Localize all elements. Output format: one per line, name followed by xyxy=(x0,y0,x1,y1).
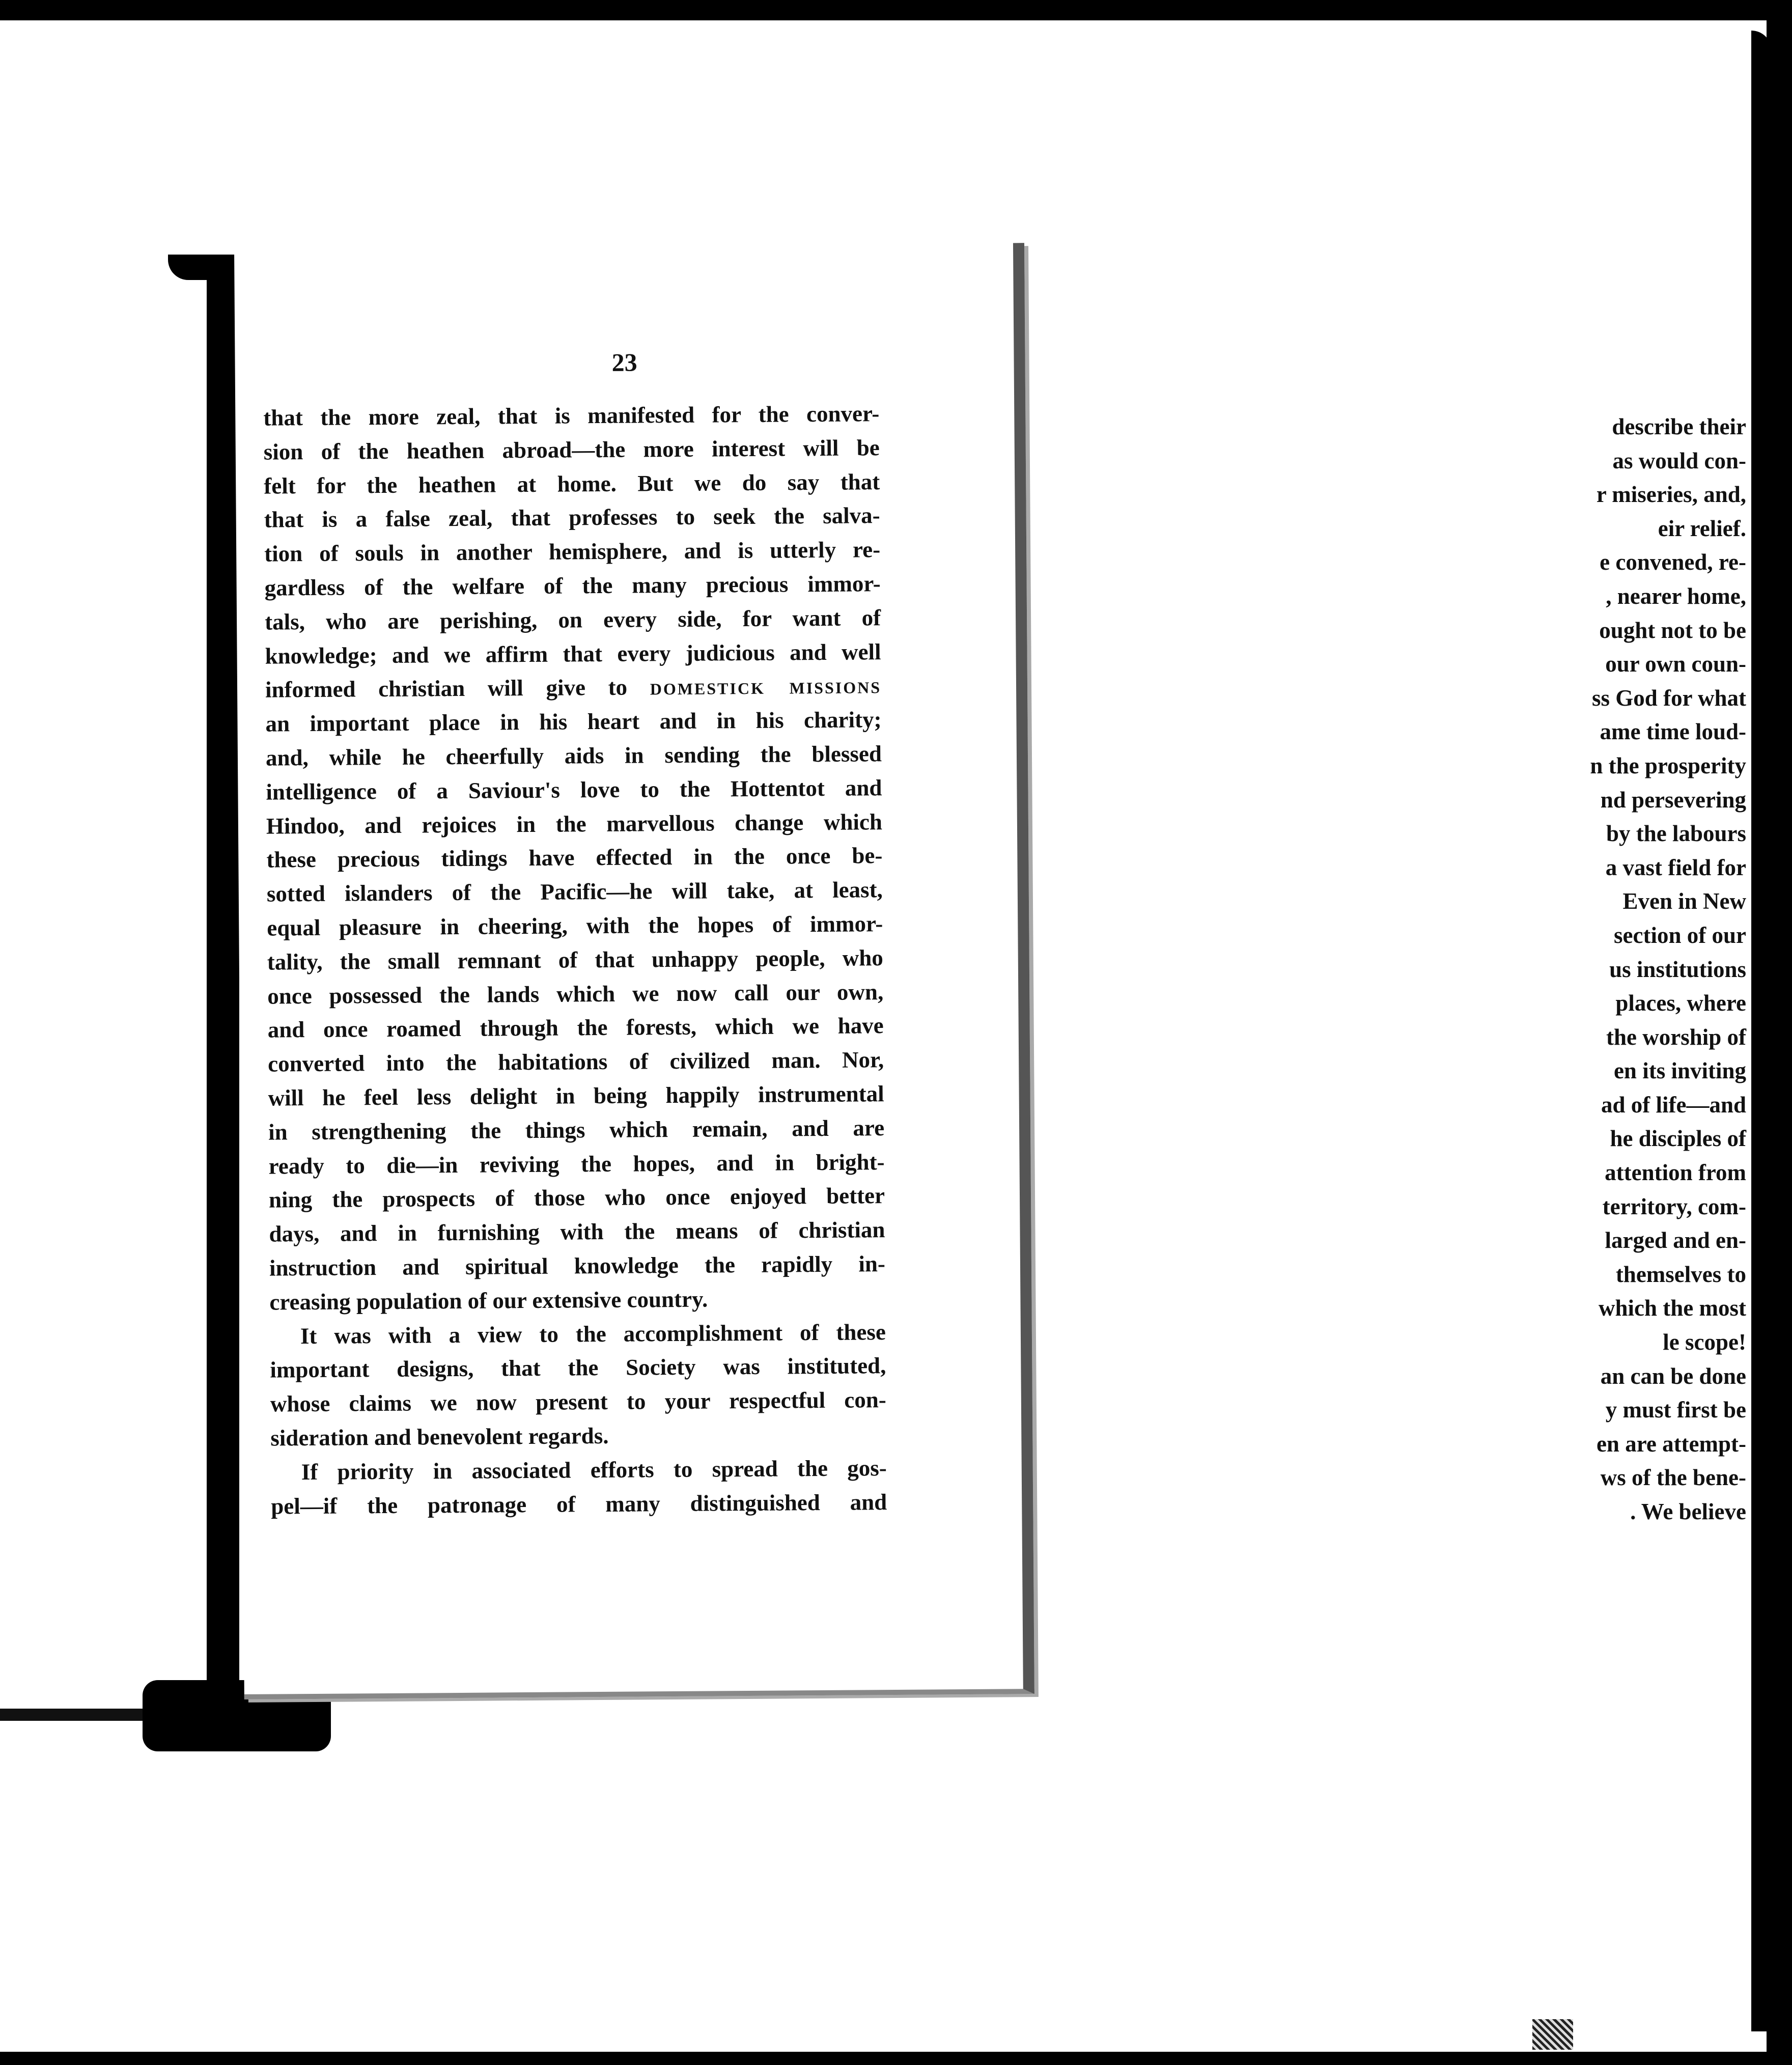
text-line: and once roamed through the forests, which we have xyxy=(267,1013,884,1043)
text-line: attention from xyxy=(1605,1160,1746,1186)
text-line: e convened, re- xyxy=(1600,549,1746,575)
text-line: ws of the bene- xyxy=(1600,1465,1746,1491)
text-line: le scope! xyxy=(1663,1329,1746,1355)
text-line: eir relief. xyxy=(1658,515,1746,541)
text-line: intelligence of a Saviour's love to the Hottentot and xyxy=(266,774,882,805)
text-line: describe their xyxy=(1612,414,1746,439)
text-line: Hindoo, and rejoices in the marvellous change which xyxy=(266,808,883,839)
text-line: important designs, that the Society was instituted, xyxy=(270,1353,886,1383)
text-line: ss God for what xyxy=(1592,685,1746,711)
text-line: a vast field for xyxy=(1605,854,1746,880)
text-line: an important place in his heart and in his charity; xyxy=(265,707,882,737)
text-line: days, and in furnishing with the means of christian xyxy=(269,1217,885,1247)
text-line: n the prosperity xyxy=(1590,752,1746,778)
text-line: us institutions xyxy=(1609,956,1746,982)
text-line: once possessed the lands which we now call our own, xyxy=(267,979,884,1009)
text-line: in strengthening the things which remain, and are xyxy=(268,1114,885,1145)
scan-border-bottom xyxy=(0,2052,1792,2065)
text-line: that is a false zeal, that professes to seek the salva- xyxy=(264,503,880,533)
text-line: ning the prospects of those who once enjoyed better xyxy=(268,1183,885,1213)
text-line: whose claims we now present to your respectful con- xyxy=(270,1387,886,1417)
text-line: felt for the heathen at home. But we do say that xyxy=(264,468,880,499)
text-line: as would con- xyxy=(1612,448,1746,473)
scan-border-top xyxy=(0,0,1792,20)
text-line: equal pleasure in cheering, with the hopes of immor- xyxy=(267,911,883,941)
text-line: territory, com- xyxy=(1602,1193,1746,1219)
text-line: the worship of xyxy=(1606,1024,1746,1050)
text-line: an can be done xyxy=(1600,1363,1746,1389)
text-line: pel—if the patronage of many distinguished and xyxy=(271,1489,887,1519)
text-line: nd persevering xyxy=(1600,787,1746,813)
text-line: tality, the small remnant of that unhappy people, who xyxy=(267,944,883,975)
text-line: and, while he cheerfully aids in sending the blessed xyxy=(265,741,882,771)
text-line: creasing population of our extensive country. xyxy=(269,1286,708,1315)
text-line: en its inviting xyxy=(1613,1058,1746,1084)
text-line: gardless of the welfare of the many precious immor- xyxy=(264,571,881,601)
text-line: instruction and spiritual knowledge the rapidly in- xyxy=(269,1251,886,1281)
text-line: sion of the heathen abroad—the more interest will be xyxy=(263,434,880,465)
text-line: by the labours xyxy=(1606,821,1746,847)
small-caps-heading: domestick missions xyxy=(650,673,882,700)
text-line: . We believe xyxy=(1630,1499,1746,1524)
text-line: ought not to be xyxy=(1599,617,1746,643)
text-line: tals, who are perishing, on every side, for want of xyxy=(264,604,881,635)
left-page xyxy=(0,255,219,1721)
text-line: tion of souls in another hemisphere, and is utterly re- xyxy=(264,537,881,567)
text-line: ready to die—in reviving the hopes, and in bright- xyxy=(268,1149,885,1179)
text-line: converted into the habitations of civilized man. Nor, xyxy=(268,1047,884,1077)
text-line: ame time loud- xyxy=(1600,719,1746,745)
text-line: he disciples of xyxy=(1610,1126,1746,1152)
text-line: which the most xyxy=(1599,1295,1746,1321)
text-line: sotted islanders of the Pacific—he will take, at least, xyxy=(266,877,883,907)
text-line: our own coun- xyxy=(1605,651,1746,677)
page-number: 23 xyxy=(611,348,637,377)
left-page-text xyxy=(1527,410,1746,1529)
text-line: ad of life—and xyxy=(1601,1092,1746,1118)
text-line: , nearer home, xyxy=(1606,583,1746,609)
body-text xyxy=(263,397,887,1523)
text-line: places, where xyxy=(1615,990,1746,1016)
text-line: y must first be xyxy=(1605,1397,1746,1423)
text-line: If priority in associated efforts to spread the gos- xyxy=(301,1455,887,1485)
scan-border-right-inner xyxy=(1751,31,1772,2031)
book-spine xyxy=(207,260,239,1695)
text-line: en are attempt- xyxy=(1596,1431,1746,1457)
text-line: will he feel less delight in being happily instrumental xyxy=(268,1081,884,1111)
right-page xyxy=(234,243,1034,1699)
text-line: Even in New xyxy=(1622,888,1746,914)
text-line: sideration and benevolent regards. xyxy=(270,1422,609,1451)
text-line: r miseries, and, xyxy=(1596,482,1746,508)
text-line: larged and en- xyxy=(1605,1227,1746,1253)
text-line: that the more zeal, that is manifested for the conver- xyxy=(263,401,880,431)
corner-stamp xyxy=(1532,2019,1573,2050)
text-line: these precious tidings have effected in the once be- xyxy=(266,843,883,873)
text-line: themselves to xyxy=(1615,1261,1746,1287)
text-span: informed christian will give to xyxy=(265,674,650,703)
edge-mark xyxy=(1765,606,1776,620)
text-line: It was with a view to the accomplishment of these xyxy=(300,1319,886,1349)
text-line xyxy=(265,669,881,707)
text-line: knowledge; and we affirm that every judicious and well xyxy=(265,638,881,669)
text-line: section of our xyxy=(1614,922,1746,948)
